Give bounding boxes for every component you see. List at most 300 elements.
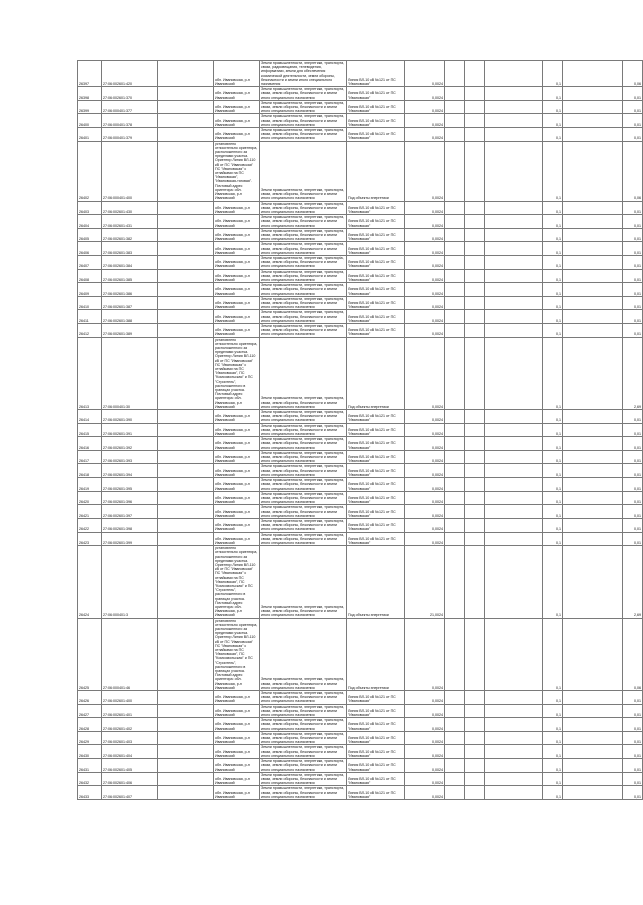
empty-cell xyxy=(445,478,465,492)
value-cell: 0,01 xyxy=(623,532,643,546)
table-row xyxy=(78,745,643,759)
value-cell: 0,01 xyxy=(623,518,643,532)
empty-cell xyxy=(563,283,623,297)
empty-cell xyxy=(563,745,623,759)
empty-cell xyxy=(485,201,543,215)
cadastral-code-cell: 27:06:002601:430 xyxy=(102,201,158,215)
rate-cell: 0,1 xyxy=(543,201,563,215)
permitted-use-cell: Линия ВЛ-10 кВ №121 от ПС "Ивановская" xyxy=(347,505,405,519)
id-cell: 26406 xyxy=(78,242,102,256)
empty-cell xyxy=(465,745,485,759)
id-cell: 26415 xyxy=(78,423,102,437)
id-cell: 26409 xyxy=(78,283,102,297)
land-category-cell: Земли промышленности, энергетики, транспорта, связи, земли обороны, безопасности и земли иного специального назначения xyxy=(260,450,347,464)
rate-cell: 0,1 xyxy=(543,255,563,269)
area-cell: 0,0024 xyxy=(405,437,445,451)
empty-cell xyxy=(485,464,543,478)
table-row xyxy=(78,323,643,337)
empty-cell xyxy=(445,100,465,114)
empty-cell xyxy=(485,745,543,759)
rate-cell: 0,1 xyxy=(543,437,563,451)
permitted-use-cell: Линия ВЛ-10 кВ №121 от ПС "Ивановская" xyxy=(347,100,405,114)
permitted-use-cell: Линия ВЛ-10 кВ №121 от ПС "Ивановская" xyxy=(347,450,405,464)
permitted-use-cell: Линия ВЛ-10 кВ №121 от ПС "Ивановская" xyxy=(347,201,405,215)
empty-cell xyxy=(465,242,485,256)
land-category-cell: Земли промышленности, энергетики, транспорта, связи, земли обороны, безопасности и земли иного специального назначения xyxy=(260,323,347,337)
value-cell: 0,01 xyxy=(623,100,643,114)
empty-cell xyxy=(563,114,623,128)
cadastral-code-cell: 27:06:002601:431 xyxy=(102,215,158,229)
id-cell: 26418 xyxy=(78,464,102,478)
empty-cell xyxy=(158,505,214,519)
permitted-use-cell: Линия ВЛ-10 кВ №121 от ПС "Ивановская" xyxy=(347,283,405,297)
empty-cell xyxy=(485,61,543,87)
address-cell: установлено относительно ориентира, расположенного за пределами участка. Ориентир Линия ВЛ-110 кВ от ПС "Ивановская" ПС "Ивановская" с отпайками на ПС "Ивановская", "Ивановская-тяговая". Почтовый адрес ориентира: обл. Ивановская, р-н Ивановский xyxy=(214,141,260,201)
empty-cell xyxy=(158,478,214,492)
empty-cell xyxy=(445,772,465,786)
table-row xyxy=(78,532,643,546)
rate-cell: 0,1 xyxy=(543,704,563,718)
area-cell: 0,0024 xyxy=(405,61,445,87)
address-cell: обл. Ивановская, р-н Ивановский xyxy=(214,691,260,705)
id-cell: 26426 xyxy=(78,691,102,705)
cadastral-code-cell: 27:06:002601:389 xyxy=(102,323,158,337)
land-category-cell: Земли промышленности, энергетики, транспорта, связи, земли обороны, безопасности и земли иного специального назначения xyxy=(260,228,347,242)
empty-cell xyxy=(445,228,465,242)
id-cell: 26401 xyxy=(78,128,102,142)
empty-cell xyxy=(465,337,485,409)
land-category-cell: Земли промышленности, энергетики, транспорта, связи, радиовещания, телевидения, информатики, земли для обеспечения космической деятельности, земли обороны, безопасности и земли иного специального назначения xyxy=(260,61,347,87)
permitted-use-cell: Линия ВЛ-10 кВ №121 от ПС "Ивановская" xyxy=(347,242,405,256)
value-cell: 0,01 xyxy=(623,410,643,424)
permitted-use-cell: Линия ВЛ-10 кВ №121 от ПС "Ивановская" xyxy=(347,296,405,310)
empty-cell xyxy=(445,61,465,87)
id-cell: 26417 xyxy=(78,450,102,464)
rate-cell: 0,1 xyxy=(543,691,563,705)
cadastral-code-cell: 27:06:002601:388 xyxy=(102,310,158,324)
area-cell: 0,0024 xyxy=(405,505,445,519)
empty-cell xyxy=(445,718,465,732)
value-cell: 0,01 xyxy=(623,505,643,519)
cadastral-code-cell: 27:06:002601:370 xyxy=(102,87,158,101)
empty-cell xyxy=(485,100,543,114)
empty-cell xyxy=(563,296,623,310)
cadastral-code-cell: 27:06:002601:400 xyxy=(102,691,158,705)
empty-cell xyxy=(563,491,623,505)
address-cell: обл. Ивановская, р-н Ивановский xyxy=(214,745,260,759)
table-row xyxy=(78,242,643,256)
empty-cell xyxy=(465,255,485,269)
land-category-cell: Земли промышленности, энергетики, транспорта, связи, земли обороны, безопасности и земли иного специального назначения xyxy=(260,772,347,786)
empty-cell xyxy=(445,691,465,705)
rate-cell: 0,1 xyxy=(543,87,563,101)
cadastral-code-cell: 27:06:002601:390 xyxy=(102,410,158,424)
address-cell: обл. Ивановская, р-н Ивановский xyxy=(214,731,260,745)
empty-cell xyxy=(158,269,214,283)
permitted-use-cell: Линия ВЛ-10 кВ №121 от ПС "Ивановская" xyxy=(347,772,405,786)
land-category-cell: Земли промышленности, энергетики, транспорта, связи, земли обороны, безопасности и земли иного специального назначения xyxy=(260,691,347,705)
permitted-use-cell: Под объекты энергетики xyxy=(347,337,405,409)
rate-cell: 0,1 xyxy=(543,423,563,437)
cadastral-code-cell: 27:06:002601:384 xyxy=(102,255,158,269)
empty-cell xyxy=(465,410,485,424)
address-cell: обл. Ивановская, р-н Ивановский xyxy=(214,296,260,310)
empty-cell xyxy=(465,464,485,478)
id-cell: 26421 xyxy=(78,505,102,519)
empty-cell xyxy=(465,215,485,229)
table-row xyxy=(78,718,643,732)
table-row xyxy=(78,437,643,451)
empty-cell xyxy=(563,759,623,773)
empty-cell xyxy=(465,201,485,215)
area-cell: 0,0024 xyxy=(405,786,445,800)
empty-cell xyxy=(563,269,623,283)
address-cell: обл. Ивановская, р-н Ивановский xyxy=(214,464,260,478)
id-cell: 26410 xyxy=(78,296,102,310)
area-cell: 0,0024 xyxy=(405,478,445,492)
empty-cell xyxy=(158,296,214,310)
value-cell: 0,06 xyxy=(623,61,643,87)
empty-cell xyxy=(465,478,485,492)
cadastral-code-cell: 27:06:002601:407 xyxy=(102,786,158,800)
cadastral-code-cell: 27:06:002601:396 xyxy=(102,491,158,505)
address-cell: обл. Ивановская, р-н Ивановский xyxy=(214,437,260,451)
address-cell: установлено относительно ориентира, расположенного за пределами участка. Ориентир Линия ВЛ-110 кВ от ПС "Ивановская" ПС "Ивановская" с отпайками на ПС "Ивановская", ПС "Комсомольская" и ПС "Строитель", расположенного в границах участка. Почтовый адрес ориентира: обл. Ивановская, р-н Ивановский xyxy=(214,337,260,409)
permitted-use-cell: Линия ВЛ-10 кВ №121 от ПС "Ивановская" xyxy=(347,731,405,745)
empty-cell xyxy=(563,505,623,519)
id-cell: 26423 xyxy=(78,532,102,546)
empty-cell xyxy=(485,618,543,690)
empty-cell xyxy=(158,437,214,451)
empty-cell xyxy=(563,718,623,732)
empty-cell xyxy=(158,691,214,705)
address-cell: обл. Ивановская, р-н Ивановский xyxy=(214,228,260,242)
empty-cell xyxy=(485,114,543,128)
area-cell: 0,0024 xyxy=(405,731,445,745)
empty-cell xyxy=(563,437,623,451)
empty-cell xyxy=(158,310,214,324)
cadastral-code-cell: 27:06:002601:393 xyxy=(102,450,158,464)
rate-cell: 0,1 xyxy=(543,296,563,310)
empty-cell xyxy=(158,141,214,201)
table-row xyxy=(78,491,643,505)
empty-cell xyxy=(563,423,623,437)
area-cell: 0,0024 xyxy=(405,114,445,128)
empty-cell xyxy=(485,128,543,142)
area-cell: 0,0024 xyxy=(405,532,445,546)
area-cell: 0,0024 xyxy=(405,491,445,505)
cadastral-code-cell: 27:06:002601:402 xyxy=(102,718,158,732)
permitted-use-cell: Линия ВЛ-10 кВ №121 от ПС "Ивановская" xyxy=(347,215,405,229)
empty-cell xyxy=(485,423,543,437)
value-cell: 0,01 xyxy=(623,478,643,492)
id-cell: 26411 xyxy=(78,310,102,324)
address-cell: обл. Ивановская, р-н Ивановский xyxy=(214,215,260,229)
empty-cell xyxy=(465,505,485,519)
rate-cell: 0,1 xyxy=(543,141,563,201)
land-category-cell: Земли промышленности, энергетики, транспорта, связи, земли обороны, безопасности и земли иного специального назначения xyxy=(260,464,347,478)
empty-cell xyxy=(158,718,214,732)
empty-cell xyxy=(158,423,214,437)
rate-cell: 0,1 xyxy=(543,546,563,618)
empty-cell xyxy=(563,201,623,215)
empty-cell xyxy=(563,518,623,532)
cadastral-code-cell: 27:06:002601:391 xyxy=(102,423,158,437)
empty-cell xyxy=(485,731,543,745)
rate-cell: 0,1 xyxy=(543,505,563,519)
empty-cell xyxy=(465,128,485,142)
permitted-use-cell: Линия ВЛ-10 кВ №121 от ПС "Ивановская" xyxy=(347,532,405,546)
empty-cell xyxy=(563,546,623,618)
empty-cell xyxy=(465,61,485,87)
area-cell: 0,0024 xyxy=(405,228,445,242)
id-cell: 26429 xyxy=(78,731,102,745)
empty-cell xyxy=(465,87,485,101)
table-row xyxy=(78,759,643,773)
empty-cell xyxy=(563,618,623,690)
empty-cell xyxy=(445,201,465,215)
address-cell: обл. Ивановская, р-н Ивановский xyxy=(214,505,260,519)
cadastral-code-cell: 27:06:002601:397 xyxy=(102,505,158,519)
empty-cell xyxy=(485,759,543,773)
cadastral-code-cell: 27:06:002601:404 xyxy=(102,745,158,759)
area-cell: 0,0024 xyxy=(405,255,445,269)
rate-cell: 0,1 xyxy=(543,323,563,337)
table-row xyxy=(78,786,643,800)
table-row xyxy=(78,505,643,519)
rate-cell: 0,1 xyxy=(543,100,563,114)
table-row xyxy=(78,310,643,324)
id-cell: 26427 xyxy=(78,704,102,718)
value-cell: 0,01 xyxy=(623,691,643,705)
empty-cell xyxy=(485,718,543,732)
empty-cell xyxy=(158,87,214,101)
value-cell: 0,06 xyxy=(623,618,643,690)
land-category-cell: Земли промышленности, энергетики, транспорта, связи, земли обороны, безопасности и земли иного специального назначения xyxy=(260,731,347,745)
id-cell: 26428 xyxy=(78,718,102,732)
empty-cell xyxy=(485,772,543,786)
address-cell: обл. Ивановская, р-н Ивановский xyxy=(214,532,260,546)
cadastral-code-cell: 27:06:000401:379 xyxy=(102,128,158,142)
empty-cell xyxy=(158,464,214,478)
address-cell: обл. Ивановская, р-н Ивановский xyxy=(214,100,260,114)
id-cell: 26408 xyxy=(78,269,102,283)
table-row xyxy=(78,114,643,128)
land-category-cell: Земли промышленности, энергетики, транспорта, связи, земли обороны, безопасности и земли иного специального назначения xyxy=(260,618,347,690)
empty-cell xyxy=(563,478,623,492)
land-category-cell: Земли промышленности, энергетики, транспорта, связи, земли обороны, безопасности и земли иного специального назначения xyxy=(260,704,347,718)
value-cell: 0,01 xyxy=(623,242,643,256)
id-cell: 26402 xyxy=(78,141,102,201)
empty-cell xyxy=(563,450,623,464)
empty-cell xyxy=(445,618,465,690)
permitted-use-cell: Линия ВЛ-10 кВ №121 от ПС "Ивановская" xyxy=(347,228,405,242)
area-cell: 0,0024 xyxy=(405,618,445,690)
empty-cell xyxy=(563,228,623,242)
area-cell: 0,0024 xyxy=(405,759,445,773)
empty-cell xyxy=(563,215,623,229)
empty-cell xyxy=(485,786,543,800)
land-category-cell: Земли промышленности, энергетики, транспорта, связи, земли обороны, безопасности и земли иного специального назначения xyxy=(260,410,347,424)
empty-cell xyxy=(158,546,214,618)
address-cell: установлено относительно ориентира, расположенного за пределами участка. Ориентир Линия ВЛ-110 кВ от ПС "Ивановская" ПС "Ивановская" с отпайками на ПС "Ивановская", ПС "Комсомольская" и ПС "Строитель", расположенного в границах участка. Почтовый адрес ориентира: обл. Ивановская, р-н Ивановский xyxy=(214,618,260,690)
value-cell: 2,69 xyxy=(623,337,643,409)
permitted-use-cell: Линия ВЛ-10 кВ №121 от ПС "Ивановская" xyxy=(347,423,405,437)
value-cell: 0,01 xyxy=(623,731,643,745)
land-category-cell: Земли промышленности, энергетики, транспорта, связи, земли обороны, безопасности и земли иного специального назначения xyxy=(260,283,347,297)
empty-cell xyxy=(158,491,214,505)
table-row xyxy=(78,337,643,409)
empty-cell xyxy=(445,532,465,546)
rate-cell: 0,1 xyxy=(543,491,563,505)
empty-cell xyxy=(445,450,465,464)
cadastral-code-cell: 27:06:000401:30 xyxy=(102,337,158,409)
permitted-use-cell: Линия ВЛ-10 кВ №121 от ПС "Ивановская" xyxy=(347,437,405,451)
empty-cell xyxy=(485,269,543,283)
empty-cell xyxy=(465,114,485,128)
empty-cell xyxy=(445,704,465,718)
empty-cell xyxy=(485,296,543,310)
permitted-use-cell: Линия ВЛ-10 кВ №121 от ПС "Ивановская" xyxy=(347,310,405,324)
empty-cell xyxy=(465,437,485,451)
land-category-cell: Земли промышленности, энергетики, транспорта, связи, земли обороны, безопасности и земли иного специального назначения xyxy=(260,518,347,532)
address-cell: обл. Ивановская, р-н Ивановский xyxy=(214,114,260,128)
empty-cell xyxy=(485,141,543,201)
id-cell: 26403 xyxy=(78,201,102,215)
land-category-cell: Земли промышленности, энергетики, транспорта, связи, земли обороны, безопасности и земли иного специального назначения xyxy=(260,201,347,215)
empty-cell xyxy=(485,491,543,505)
table-row xyxy=(78,283,643,297)
land-category-cell: Земли промышленности, энергетики, транспорта, связи, земли обороны, безопасности и земли иного специального назначения xyxy=(260,269,347,283)
cadastral-code-cell: 27:06:000401:400 xyxy=(102,141,158,201)
empty-cell xyxy=(563,310,623,324)
rate-cell: 0,1 xyxy=(543,532,563,546)
value-cell: 0,01 xyxy=(623,786,643,800)
id-cell: 26412 xyxy=(78,323,102,337)
value-cell: 0,01 xyxy=(623,772,643,786)
id-cell: 26400 xyxy=(78,114,102,128)
land-category-cell: Земли промышленности, энергетики, транспорта, связи, земли обороны, безопасности и земли иного специального назначения xyxy=(260,114,347,128)
address-cell: обл. Ивановская, р-н Ивановский xyxy=(214,242,260,256)
empty-cell xyxy=(563,323,623,337)
empty-cell xyxy=(445,745,465,759)
land-category-cell: Земли промышленности, энергетики, транспорта, связи, земли обороны, безопасности и земли иного специального назначения xyxy=(260,337,347,409)
rate-cell: 0,1 xyxy=(543,731,563,745)
land-category-cell: Земли промышленности, энергетики, транспорта, связи, земли обороны, безопасности и земли иного специального назначения xyxy=(260,423,347,437)
id-cell: 26425 xyxy=(78,618,102,690)
empty-cell xyxy=(158,242,214,256)
permitted-use-cell: Линия ВЛ-10 кВ №121 от ПС "Ивановская" xyxy=(347,786,405,800)
permitted-use-cell: Линия ВЛ-10 кВ №121 от ПС "Ивановская" xyxy=(347,518,405,532)
area-cell: 0,0024 xyxy=(405,242,445,256)
empty-cell xyxy=(485,242,543,256)
rate-cell: 0,1 xyxy=(543,450,563,464)
address-cell: обл. Ивановская, р-н Ивановский xyxy=(214,255,260,269)
empty-cell xyxy=(485,450,543,464)
empty-cell xyxy=(445,491,465,505)
table-row xyxy=(78,704,643,718)
area-cell: 0,0024 xyxy=(405,464,445,478)
id-cell: 26433 xyxy=(78,786,102,800)
value-cell: 0,01 xyxy=(623,323,643,337)
address-cell: обл. Ивановская, р-н Ивановский xyxy=(214,491,260,505)
address-cell: обл. Ивановская, р-н Ивановский xyxy=(214,87,260,101)
address-cell: обл. Ивановская, р-н Ивановский xyxy=(214,410,260,424)
land-register-sheet xyxy=(77,60,641,800)
empty-cell xyxy=(563,100,623,114)
address-cell: обл. Ивановская, р-н Ивановский xyxy=(214,518,260,532)
empty-cell xyxy=(563,242,623,256)
address-cell: обл. Ивановская, р-н Ивановский xyxy=(214,269,260,283)
empty-cell xyxy=(158,731,214,745)
rate-cell: 0,1 xyxy=(543,478,563,492)
cadastral-code-cell: 27:06:002601:385 xyxy=(102,269,158,283)
empty-cell xyxy=(563,337,623,409)
rate-cell: 0,1 xyxy=(543,283,563,297)
empty-cell xyxy=(485,87,543,101)
empty-cell xyxy=(485,283,543,297)
land-category-cell: Земли промышленности, энергетики, транспорта, связи, земли обороны, безопасности и земли иного специального назначения xyxy=(260,437,347,451)
empty-cell xyxy=(485,215,543,229)
cadastral-code-cell: 27:06:002601:399 xyxy=(102,532,158,546)
empty-cell xyxy=(158,337,214,409)
empty-cell xyxy=(445,114,465,128)
table-row xyxy=(78,518,643,532)
address-cell: обл. Ивановская, р-н Ивановский xyxy=(214,423,260,437)
area-cell: 0,0024 xyxy=(405,323,445,337)
id-cell: 26422 xyxy=(78,518,102,532)
land-category-cell: Земли промышленности, энергетики, транспорта, связи, земли обороны, безопасности и земли иного специального назначения xyxy=(260,745,347,759)
cadastral-code-cell: 27:06:000401:46 xyxy=(102,618,158,690)
land-category-cell: Земли промышленности, энергетики, транспорта, связи, земли обороны, безопасности и земли иного специального назначения xyxy=(260,296,347,310)
cadastral-code-cell: 27:06:002601:401 xyxy=(102,704,158,718)
area-cell: 0,0024 xyxy=(405,201,445,215)
id-cell: 26420 xyxy=(78,491,102,505)
empty-cell xyxy=(563,772,623,786)
land-category-cell: Земли промышленности, энергетики, транспорта, связи, земли обороны, безопасности и земли иного специального назначения xyxy=(260,310,347,324)
empty-cell xyxy=(445,437,465,451)
area-cell: 0,0024 xyxy=(405,410,445,424)
cadastral-code-cell: 27:06:000401:377 xyxy=(102,100,158,114)
empty-cell xyxy=(445,87,465,101)
empty-cell xyxy=(158,228,214,242)
empty-cell xyxy=(445,215,465,229)
empty-cell xyxy=(485,323,543,337)
area-cell: 21,0024 xyxy=(405,546,445,618)
table-body xyxy=(78,61,643,800)
empty-cell xyxy=(445,410,465,424)
permitted-use-cell: Линия ВЛ-10 кВ №121 от ПС "Ивановская" xyxy=(347,759,405,773)
empty-cell xyxy=(465,228,485,242)
table-row xyxy=(78,772,643,786)
empty-cell xyxy=(158,215,214,229)
table-row xyxy=(78,450,643,464)
value-cell: 0,01 xyxy=(623,201,643,215)
area-cell: 0,0024 xyxy=(405,269,445,283)
empty-cell xyxy=(445,296,465,310)
table-row xyxy=(78,296,643,310)
value-cell: 0,01 xyxy=(623,704,643,718)
area-cell: 0,0024 xyxy=(405,518,445,532)
empty-cell xyxy=(563,532,623,546)
empty-cell xyxy=(445,786,465,800)
permitted-use-cell: Линия ВЛ-10 кВ №121 от ПС "Ивановская" xyxy=(347,323,405,337)
cadastral-code-cell: 27:06:002601:387 xyxy=(102,296,158,310)
empty-cell xyxy=(485,704,543,718)
rate-cell: 0,1 xyxy=(543,128,563,142)
rate-cell: 0,1 xyxy=(543,618,563,690)
area-cell: 0,0024 xyxy=(405,87,445,101)
